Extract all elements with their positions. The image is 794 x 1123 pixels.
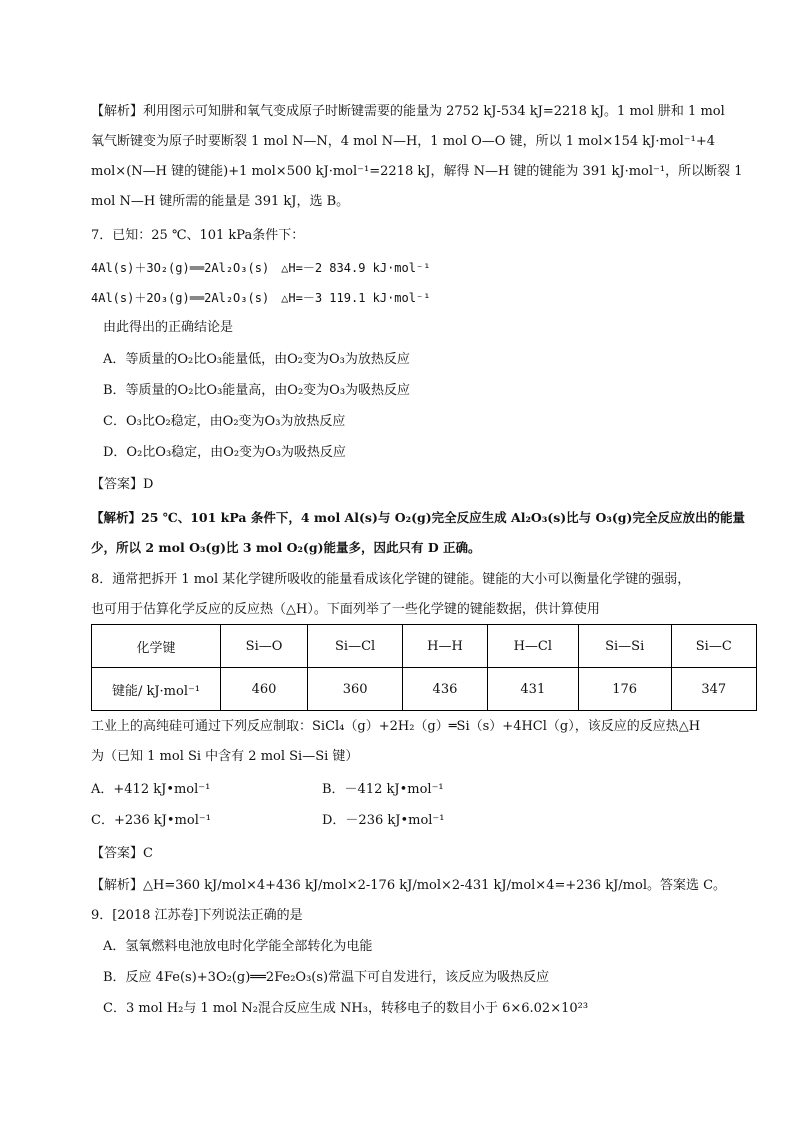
table-header-row (92, 625, 757, 668)
q6-analysis-line-2: 氧气断键变为原子时要断裂 1 mol N—N，4 mol N—H，1 mol O—O 键，所以 1 mol×154 kJ·mol⁻¹+4 (91, 134, 716, 149)
q7-option-b: B．等质量的O₂比O₃能量高，由O₂变为O₃为吸热反应 (103, 383, 411, 398)
q6-analysis-line-1: 【解析】利用图示可知肼和氧气变成原子时断键需要的能量为 2752 kJ-534 kJ=2218 kJ。1 mol 肼和 1 mol (91, 104, 725, 119)
bond-energy-table (91, 624, 757, 711)
q7-option-a: A．等质量的O₂比O₃能量低，由O₂变为O₃为放热反应 (103, 352, 410, 367)
table-cell: Si—Si (578, 625, 671, 668)
q9-option-a: A．氢氧燃料电池放电时化学能全部转化为电能 (103, 939, 373, 954)
table-cell: Si—O (221, 625, 308, 668)
q8-stem-line-1: 8．通常把拆开 1 mol 某化学键所吸收的能量看成该化学键的键能。键能的大小可以衡量化学键的强弱， (91, 572, 691, 587)
q7-stem: 7．已知：25 ℃、101 kPa条件下： (91, 228, 305, 243)
q8-option-c: C．+236 kJ•mol⁻¹ (91, 813, 211, 828)
q8-stem-line-2: 也可用于估算化学反应的反应热（△H）。下面列举了一些化学键的键能数据，供计算使用 (91, 602, 600, 617)
q9-option-c: C．3 mol H₂与 1 mol N₂混合反应生成 NH₃，转移电子的数目小于 6×6.02×10²³ (103, 1001, 589, 1016)
q6-analysis-line-3: mol×(N—H 键的键能)+1 mol×500 kJ·mol⁻¹=2218 kJ，解得 N—H 键的键能为 391 kJ·mol⁻¹，所以断裂 1 (91, 164, 743, 179)
q8-analysis: 【解析】△H=360 kJ/mol×4+436 kJ/mol×2-176 kJ/mol×2-431 kJ/mol×4=+236 kJ/mol。答案选 C。 (91, 878, 727, 893)
table-cell: 460 (221, 668, 308, 711)
q9-option-b: B．反应 4Fe(s)+3O₂(g)══2Fe₂O₃(s)常温下可自发进行，该反应为吸热反应 (103, 970, 550, 985)
q8-after-line-1: 工业上的高纯硅可通过下列反应制取：SiCl₄（g）+2H₂（g）═Si（s）+4HCl（g），该反应的反应热△H (91, 719, 701, 734)
table-cell: H—Cl (487, 625, 578, 668)
q7-analysis-line-2: 少，所以 2 mol O₃(g)比 3 mol O₂(g)能量多，因此只有 D 正确。 (91, 540, 481, 555)
table-cell: 176 (578, 668, 671, 711)
table-cell: 化学键 (92, 625, 221, 668)
q8-option-b: B．－412 kJ•mol⁻¹ (322, 782, 444, 797)
table-cell: Si—Cl (308, 625, 403, 668)
q8-answer: 【答案】C (91, 846, 153, 861)
q7-option-c: C．O₃比O₂稳定，由O₂变为O₃为放热反应 (103, 414, 346, 429)
q7-equation-1: 4Al(s)＋3O₂(g)══2Al₂O₃(s) △H=－2 834.9 kJ·mol⁻¹ (91, 261, 431, 275)
q6-analysis-line-4: mol N—H 键所需的能量是 391 kJ，选 B。 (91, 194, 350, 209)
table-cell: 347 (671, 668, 756, 711)
table-cell: 431 (487, 668, 578, 711)
q7-answer: 【答案】D (91, 477, 154, 492)
q7-option-d: D．O₂比O₃稳定，由O₂变为O₃为吸热反应 (103, 445, 346, 460)
q8-option-d: D．－236 kJ•mol⁻¹ (322, 813, 445, 828)
q9-stem: 9．[2018 江苏卷]下列说法正确的是 (91, 908, 303, 923)
q8-after-line-2: 为（已知 1 mol Si 中含有 2 mol Si—Si 键） (91, 749, 359, 764)
q7-analysis-line-1: 【解析】25 ℃、101 kPa 条件下，4 mol Al(s)与 O₂(g)完全反应生成 Al₂O₃(s)比与 O₃(g)完全反应放出的能量 (91, 510, 745, 525)
table-cell: 360 (308, 668, 403, 711)
table-cell: H—H (403, 625, 488, 668)
table-cell: 436 (403, 668, 488, 711)
q8-option-a: A．+412 kJ•mol⁻¹ (91, 782, 211, 797)
table-cell: 键能/ kJ·mol⁻¹ (92, 668, 221, 711)
table-cell: Si—C (671, 625, 756, 668)
q7-equation-2: 4Al(s)＋2O₃(g)══2Al₂O₃(s) △H=－3 119.1 kJ·mol⁻¹ (91, 291, 431, 305)
q7-lead: 由此得出的正确结论是 (103, 320, 234, 335)
table-row (92, 668, 757, 711)
